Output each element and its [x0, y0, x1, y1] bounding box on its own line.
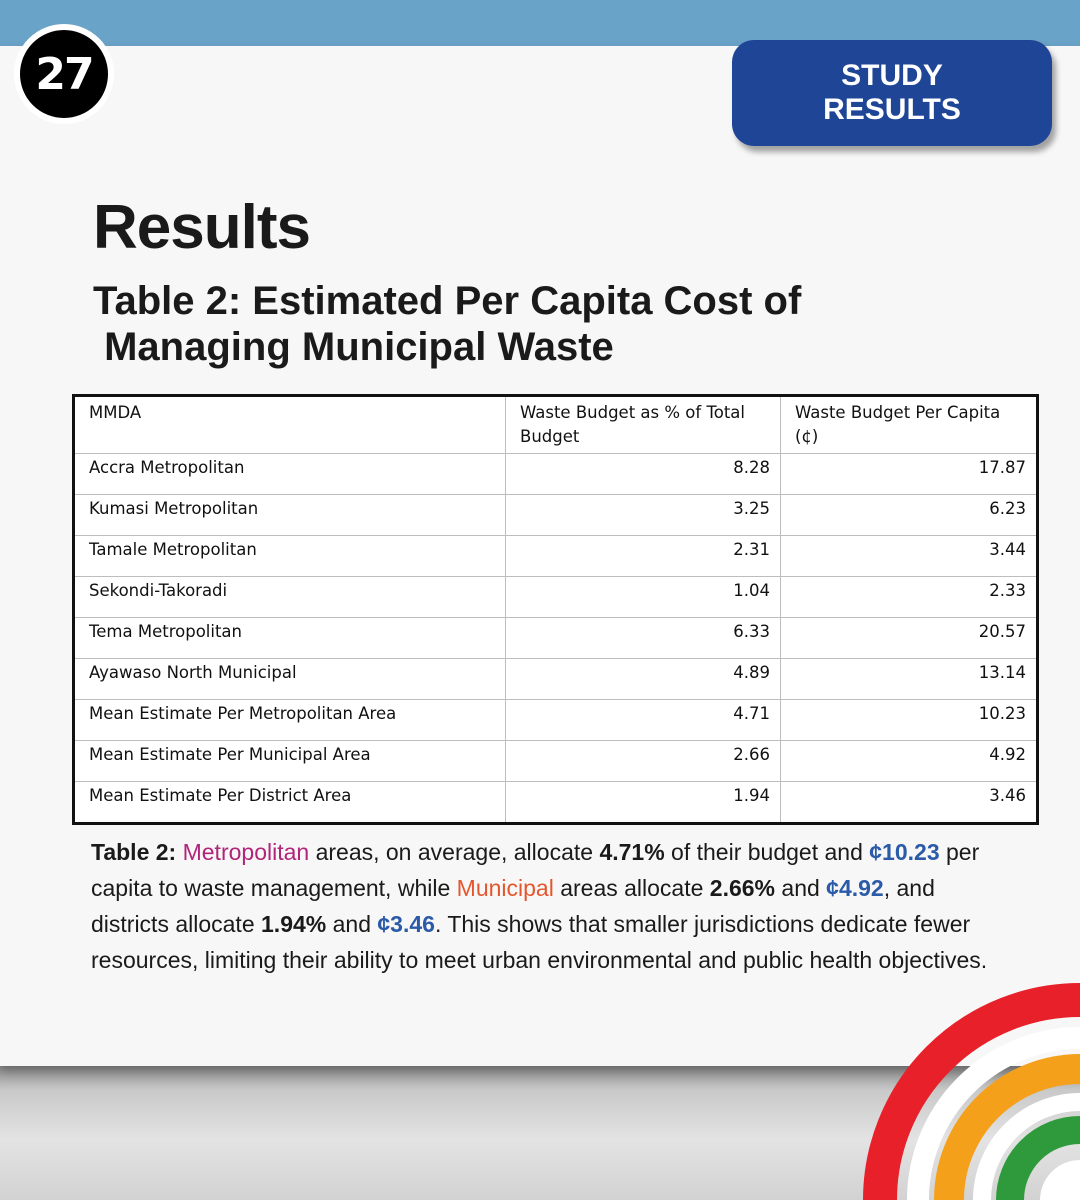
cell-per-capita: 4.92 — [781, 741, 1038, 782]
cell-per-capita: 20.57 — [781, 618, 1038, 659]
table-row — [74, 659, 1038, 700]
cell-mmda: Mean Estimate Per District Area — [74, 782, 506, 824]
cell-budget-percent: 1.04 — [506, 577, 781, 618]
cell-mmda: Mean Estimate Per Metropolitan Area — [74, 700, 506, 741]
cell-mmda: Mean Estimate Per Municipal Area — [74, 741, 506, 782]
page-number-badge: 27 — [14, 24, 114, 124]
caption-metro-cost: ¢10.23 — [869, 839, 940, 865]
table-row — [74, 700, 1038, 741]
caption-metro-percent: 4.71% — [599, 839, 665, 865]
table-row — [74, 577, 1038, 618]
table-row — [74, 536, 1038, 577]
caption-metropolitan: Metropolitan — [182, 839, 310, 865]
cell-budget-percent: 4.89 — [506, 659, 781, 700]
caption-district-cost: ¢3.46 — [377, 911, 435, 937]
caption-text: and — [775, 875, 827, 901]
caption-muni-cost: ¢4.92 — [826, 875, 884, 901]
header-mmda: MMDA — [74, 396, 506, 454]
cell-budget-percent: 1.94 — [506, 782, 781, 824]
cell-mmda: Tema Metropolitan — [74, 618, 506, 659]
cell-mmda: Tamale Metropolitan — [74, 536, 506, 577]
section-badge-line1: STUDY — [841, 59, 943, 92]
cell-budget-percent: 8.28 — [506, 454, 781, 495]
section-badge-line2: RESULTS — [823, 93, 961, 126]
cell-mmda: Kumasi Metropolitan — [74, 495, 506, 536]
cell-budget-percent: 4.71 — [506, 700, 781, 741]
caption-district-percent: 1.94% — [261, 911, 327, 937]
rainbow-arcs-decoration — [850, 965, 1080, 1200]
header-per-capita: Waste Budget Per Capita (¢) — [781, 396, 1038, 454]
caption-text: . This shows that smaller jurisdictions dedicate fewer resources, limiting their ability to meet urban environmental and public health objectives. — [91, 911, 988, 973]
caption-lead: Table 2: — [91, 839, 177, 865]
table-row — [74, 454, 1038, 495]
cell-per-capita: 2.33 — [781, 577, 1038, 618]
cell-budget-percent: 3.25 — [506, 495, 781, 536]
caption-text: areas, on average, allocate — [309, 839, 600, 865]
cell-budget-percent: 2.31 — [506, 536, 781, 577]
caption-text: and — [326, 911, 378, 937]
table-row — [74, 495, 1038, 536]
table-row — [74, 618, 1038, 659]
caption-text: , and districts allocate — [91, 875, 935, 937]
table-caption — [91, 834, 991, 978]
cell-mmda: Accra Metropolitan — [74, 454, 506, 495]
cell-budget-percent: 2.66 — [506, 741, 781, 782]
cell-mmda: Sekondi-Takoradi — [74, 577, 506, 618]
cell-budget-percent: 6.33 — [506, 618, 781, 659]
table-row — [74, 741, 1038, 782]
cell-per-capita: 17.87 — [781, 454, 1038, 495]
table-header-row — [74, 396, 1038, 454]
cell-per-capita: 10.23 — [781, 700, 1038, 741]
cell-per-capita: 13.14 — [781, 659, 1038, 700]
caption-muni-percent: 2.66% — [709, 875, 776, 901]
header-budget-percent: Waste Budget as % of Total Budget — [506, 396, 781, 454]
cell-per-capita: 3.44 — [781, 536, 1038, 577]
page-title: Results — [93, 193, 310, 262]
caption-municipal: Municipal — [456, 875, 554, 901]
caption-text: areas allocate — [553, 875, 710, 901]
table-row — [74, 782, 1038, 824]
caption-text: of their budget and — [664, 839, 870, 865]
cell-mmda: Ayawaso North Municipal — [74, 659, 506, 700]
caption-text: per capita to waste management, while — [91, 839, 980, 901]
cell-per-capita: 6.23 — [781, 495, 1038, 536]
section-badge — [732, 40, 1052, 146]
results-table — [72, 394, 1039, 825]
cell-per-capita: 3.46 — [781, 782, 1038, 824]
table-title: Table 2: Estimated Per Capita Cost of Managing Municipal Waste — [93, 279, 802, 369]
